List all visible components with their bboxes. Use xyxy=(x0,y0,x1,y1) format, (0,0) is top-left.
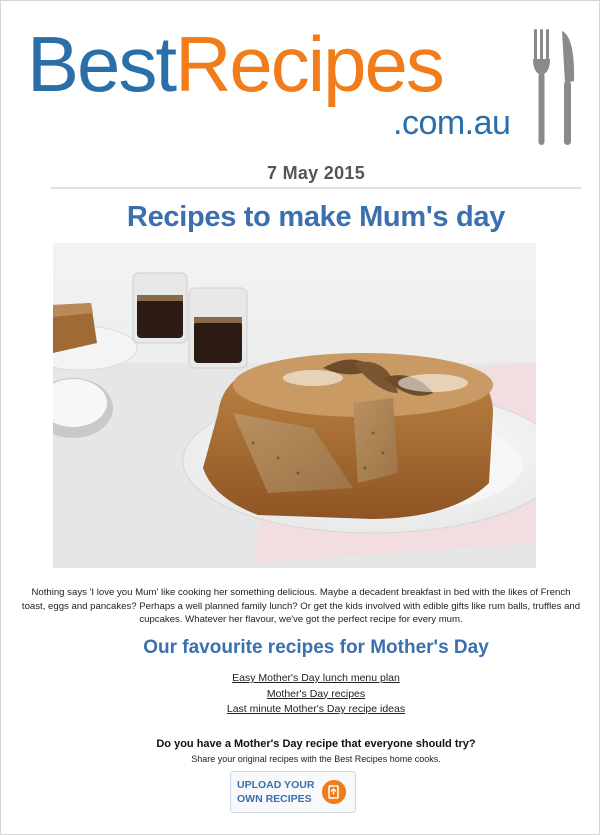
upload-button-line-2: OWN RECIPES xyxy=(237,792,312,805)
link-last-minute-ideas[interactable]: Last minute Mother's Day recipe ideas xyxy=(226,703,406,715)
divider xyxy=(51,187,581,189)
upload-icon xyxy=(322,780,346,804)
link-lunch-menu-plan[interactable]: Easy Mother's Day lunch menu plan xyxy=(232,672,400,684)
cake-photo xyxy=(53,243,536,568)
logo-wordmark xyxy=(27,19,443,109)
issue-date: 7 May 2015 xyxy=(266,163,366,183)
best-recipes-logo[interactable] xyxy=(27,19,579,149)
logo-recipes: Recipes xyxy=(175,20,443,108)
recipe-links-list xyxy=(51,671,581,718)
cta-question: Do you have a Mother's Day recipe that everyone should try? xyxy=(156,738,476,750)
fork-knife-icon xyxy=(532,29,577,149)
logo-best: Best xyxy=(27,20,176,108)
link-mothers-day-recipes[interactable]: Mother's Day recipes xyxy=(266,687,366,700)
upload-recipes-button[interactable] xyxy=(230,771,356,813)
upload-button-label xyxy=(237,779,317,806)
logo-domain: .com.au xyxy=(393,104,511,142)
hero-image-banana-cake[interactable] xyxy=(53,243,536,568)
upload-button-line-1: UPLOAD YOUR xyxy=(237,779,315,791)
cta-share-text: Share your original recipes with the Best Recipes home cooks. xyxy=(191,754,441,764)
intro-paragraph: Nothing says 'I love you Mum' like cooking her something delicious. Maybe a decadent breakfast in bed with the likes of French toast, eggs and pancakes? Perhaps a well planned family lunch? Or get the kids involved with edible gifts like rum balls, truffles and cupcakes. Whatever her flavour, we've got the perfect recipe for every mum. xyxy=(21,587,581,625)
section-title: Our favourite recipes for Mother's Day xyxy=(143,637,489,658)
page-title: Recipes to make Mum's day xyxy=(126,201,506,233)
